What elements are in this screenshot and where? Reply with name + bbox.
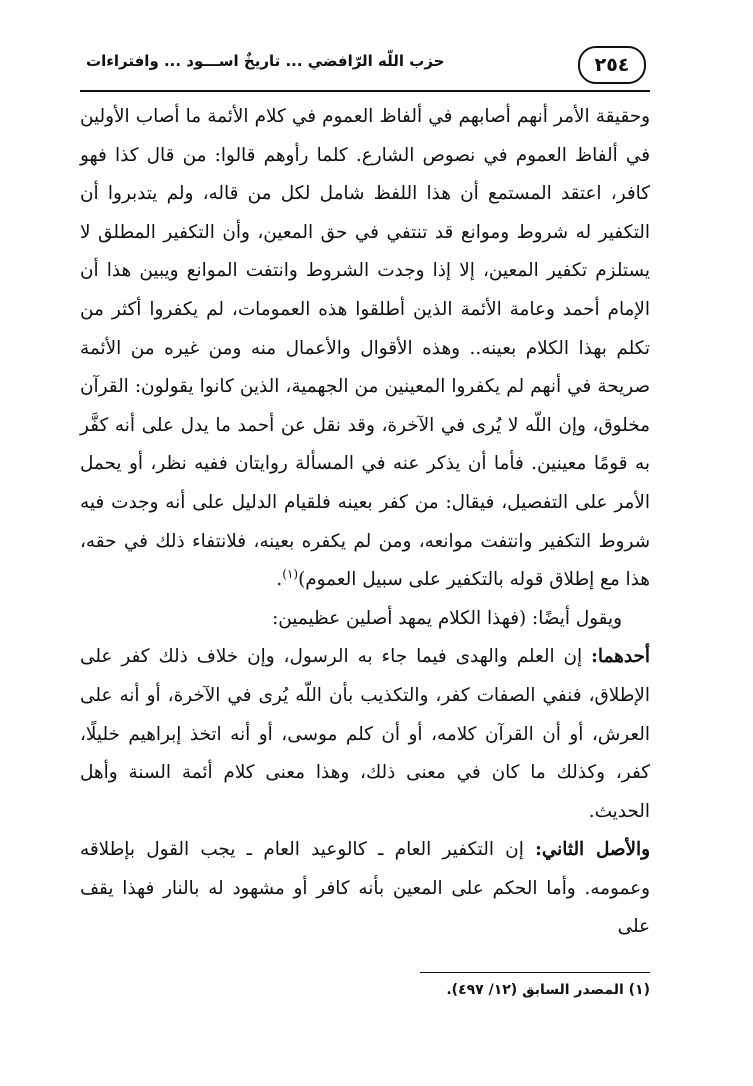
paragraph-quote-1-text: وحقيقة الأمر أنهم أصابهم في ألفاظ العموم في كلام الأئمة ما أصاب الأولين في ألفاظ العموم في نصوص الشارع. كلما رأوهم قالوا: من قال كذا فهو كافر، اعتقد المستمع أن هذا اللفظ شامل لكل من قاله، ولم يتدبروا أن التكفير له شروط وموانع قد تنتفي في حق المعين، وأن التكفير المطلق لا يستلزم تكفير المعين، إلا إذا وجدت الشروط وانتفت الموانع ويبين هذا أن الإمام أحمد وعامة الأئمة الذين أطلقوا هذه العمومات، لم يكفروا أكثر من تكلم بهذا الكلام بعينه.. وهذه الأقوال والأعمال منه ومن غيره من الأئمة صريحة في أنهم لم يكفروا المعينين من الجهمية، الذين كانوا يقولون: القرآن مخلوق، وإن اللّه لا يُرى في الآخرة، وقد نقل عن أحمد ما يدل على أنه كفَّر به قومًا معينين. فأما أن يذكر عنه في المسألة روايتان ففيه نظر، أو يحمل الأمر على التفصيل، فيقال: من كفر بعينه فلقيام الدليل على أنه وجدت فيه شروط التكفير وانتفت موانعه، ومن لم يكفره بعينه، فلانتفاء ذلك في حقه، هذا مع إطلاق قوله بالتكفير على سبيل العموم) (80, 106, 650, 591)
paragraph-first-principle (80, 638, 650, 831)
footnote-divider (420, 972, 650, 973)
main-text (80, 98, 650, 947)
paragraph-quote-1 (80, 98, 650, 600)
paragraph-second-principle (80, 831, 650, 947)
page-number: ٢٥٤ (578, 46, 646, 84)
second-principle-text: إن التكفير العام ـ كالوعيد العام ـ يجب القول بإطلاقه وعمومه. وأما الحكم على المعين بأنه كافر أو مشهود له بالنار فهذا يقف على (80, 839, 650, 938)
page-header (80, 40, 650, 92)
first-principle-label: أحدهما: (591, 646, 650, 668)
first-principle-text: إن العلم والهدى فيما جاء به الرسول، وإن خلاف ذلك كفر على الإطلاق، فنفي الصفات كفر، والتكذيب بأن اللّه يُرى في الآخرة، أو أنه على العرش، أو أن القرآن كلامه، أو أن كلم موسى، أو أنه اتخذ إبراهيم خليلًا، كفر، وكذلك ما كان في معنى ذلك، وهذا معنى كلام أئمة السنة وأهل الحديث. (80, 646, 650, 822)
paragraph-quote-1-end: . (276, 569, 283, 591)
second-principle-label: والأصل الثاني: (535, 839, 650, 861)
footnote-reference: (١) (282, 567, 299, 581)
paragraph-quote-2: ويقول أيضًا: (فهذا الكلام يمهد أصلين عظيمين: (272, 607, 622, 629)
running-title: حزب اللّه الرّافضي ... تاريخٌ اســـود ... وافتراءات (86, 52, 445, 70)
footnote: (١) المصدر السابق (١٢/ ٤٩٧). (446, 982, 650, 998)
